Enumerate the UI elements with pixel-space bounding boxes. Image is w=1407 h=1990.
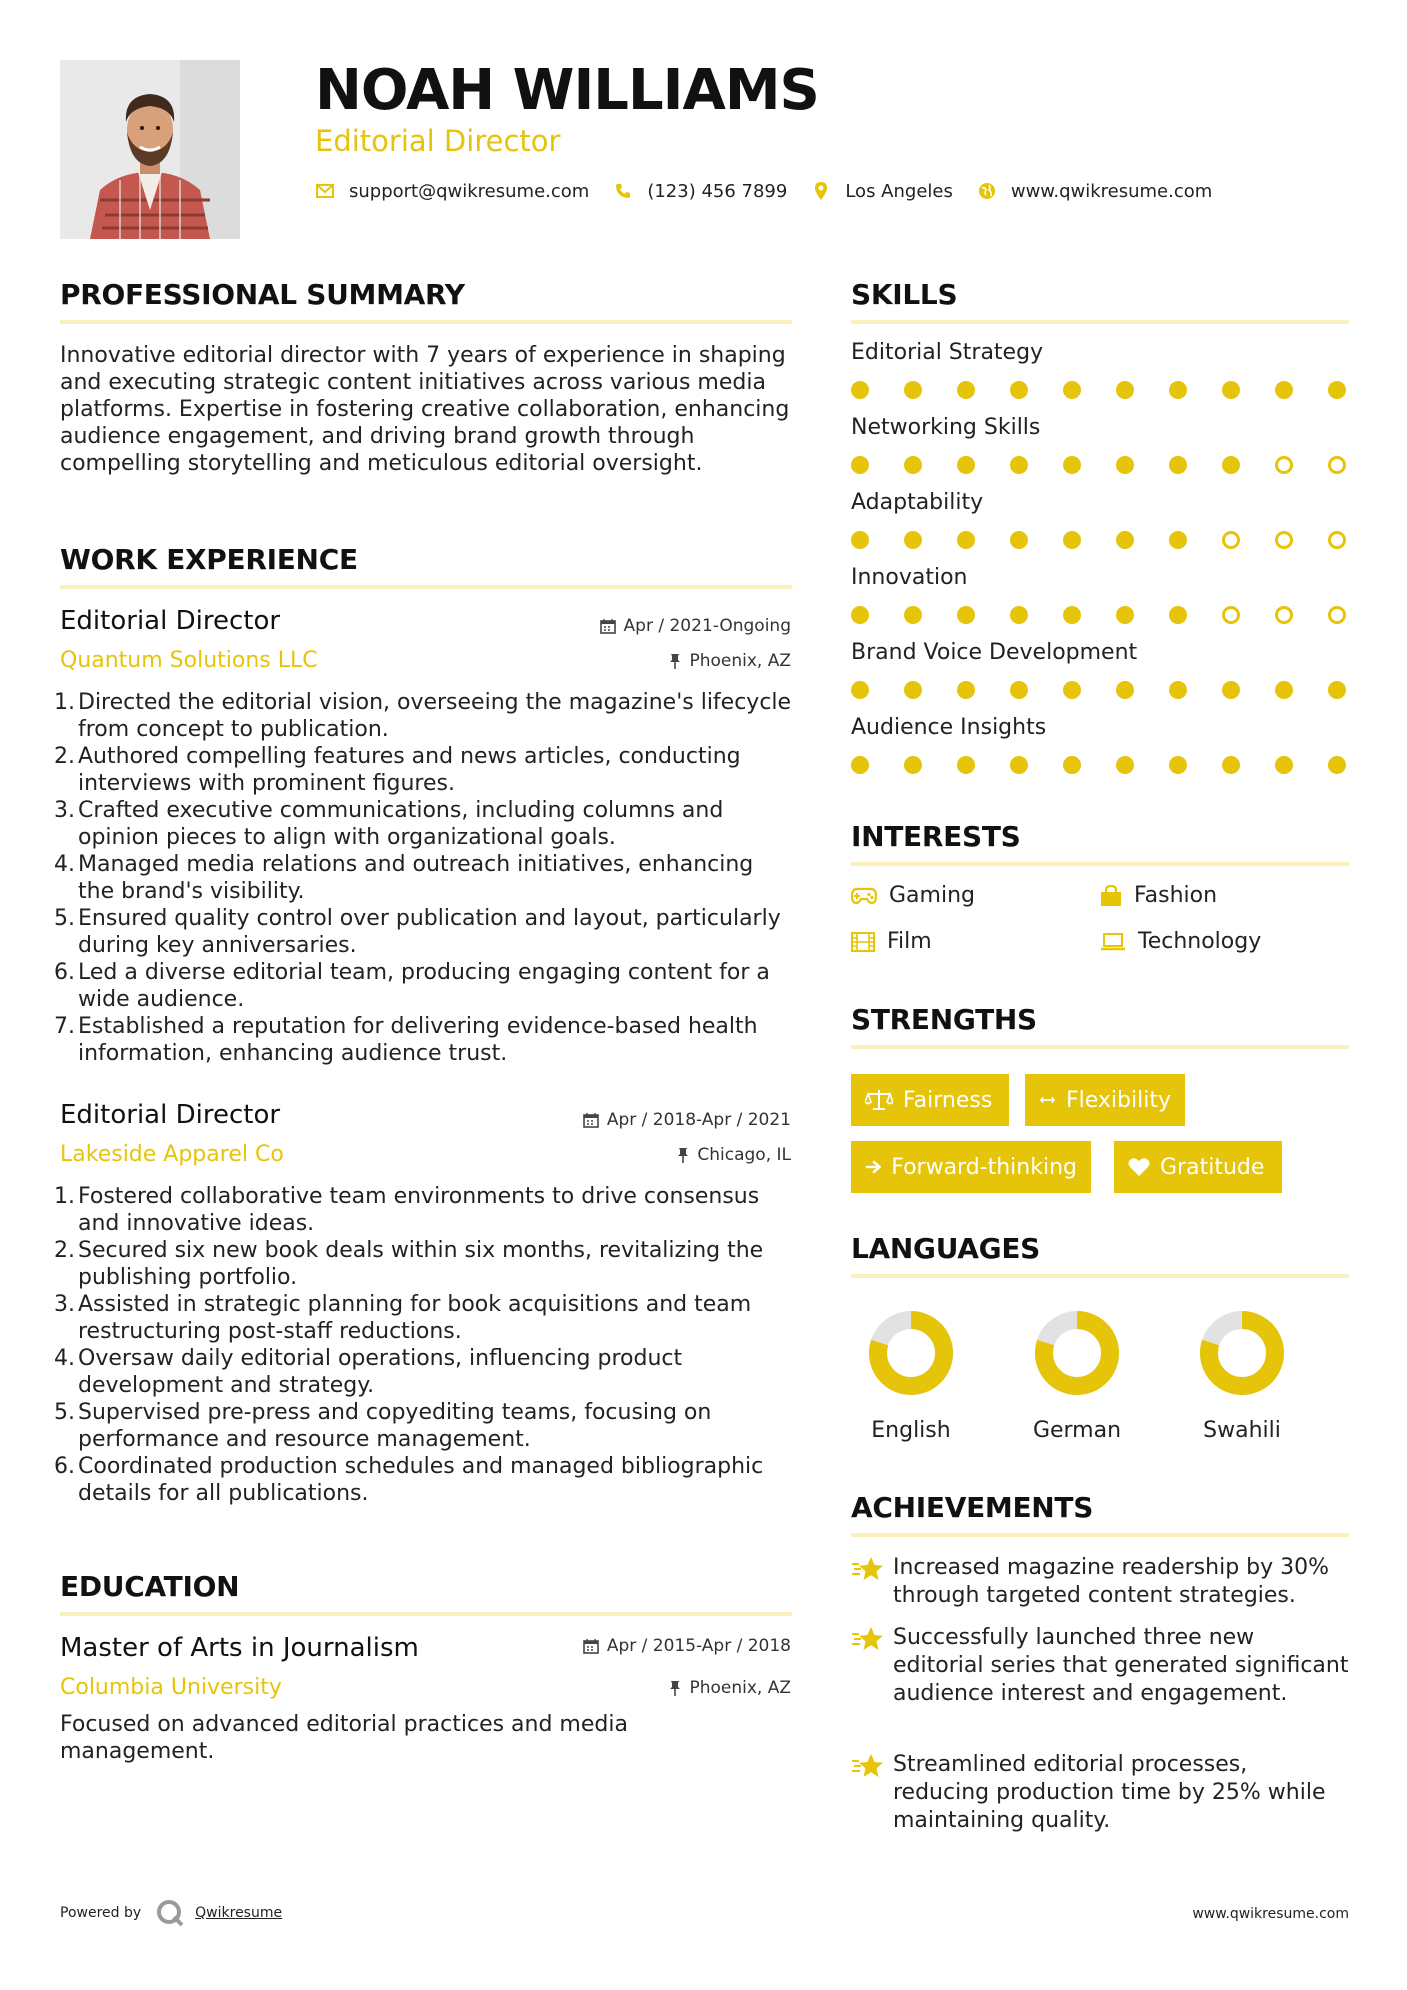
job-duties-list xyxy=(54,1183,795,1507)
achievement-item xyxy=(851,1751,1349,1835)
rating-dot-filled xyxy=(904,531,922,549)
list-item: 1. Directed the editorial vision, overseeing the magazine's lifecycle from concept to publication. xyxy=(54,690,792,742)
website-text: www.qwikresume.com xyxy=(1010,180,1213,202)
education-location xyxy=(669,1678,791,1698)
rating-dot-filled xyxy=(1222,456,1240,474)
skill-rating xyxy=(851,605,1349,625)
qwikresume-logo-icon xyxy=(155,1898,185,1928)
rating-dot-filled xyxy=(1275,756,1293,774)
rating-dot-filled xyxy=(957,756,975,774)
achievement-text: Streamlined editorial processes, reducing production time by 25% while maintaining quality. xyxy=(893,1752,1326,1833)
job-location-text: Chicago, IL xyxy=(697,1145,791,1165)
strength-label: Flexibility xyxy=(1066,1087,1171,1113)
rating-dot-filled xyxy=(1116,456,1134,474)
skill-name: Networking Skills xyxy=(851,415,1041,440)
rating-dot-filled xyxy=(1010,606,1028,624)
language-name: English xyxy=(871,1418,951,1443)
strength-tag xyxy=(1025,1074,1185,1126)
job-company: Lakeside Apparel Co xyxy=(60,1142,284,1167)
education-divider xyxy=(60,1612,792,1616)
job-dates-text: Apr / 2021-Ongoing xyxy=(623,616,791,636)
rating-dot-empty xyxy=(1275,606,1293,624)
job-location xyxy=(677,1145,791,1165)
calendar-icon xyxy=(600,618,616,634)
rating-dot-filled xyxy=(1169,681,1187,699)
strength-tag xyxy=(1114,1141,1282,1193)
rating-dot-filled xyxy=(1116,381,1134,399)
interest-item xyxy=(1100,929,1261,954)
rating-dot-empty xyxy=(1275,456,1293,474)
laptop-icon xyxy=(1100,933,1126,951)
footer-url[interactable]: www.qwikresume.com xyxy=(1192,1906,1349,1922)
job-duties-list xyxy=(54,689,795,1067)
education-dates xyxy=(583,1636,791,1656)
language-item xyxy=(1017,1310,1137,1443)
rating-dot-filled xyxy=(957,606,975,624)
summary-heading: PROFESSIONAL SUMMARY xyxy=(60,278,465,311)
rating-dot-filled xyxy=(904,606,922,624)
rating-dot-empty xyxy=(1222,531,1240,549)
school-name: Columbia University xyxy=(60,1675,282,1700)
rating-dot-filled xyxy=(1328,681,1346,699)
rating-dot-filled xyxy=(851,381,869,399)
education-location-text: Phoenix, AZ xyxy=(689,1678,791,1698)
list-item: 1. Fostered collaborative team environments to drive consensus and innovative ideas. xyxy=(54,1184,760,1236)
job-dates-text: Apr / 2018-Apr / 2021 xyxy=(606,1110,791,1130)
interest-label: Fashion xyxy=(1134,883,1218,908)
person-photo-illustration xyxy=(60,60,240,239)
candidate-title: Editorial Director xyxy=(315,124,561,158)
strength-tag xyxy=(851,1074,1009,1126)
language-donut xyxy=(1199,1310,1285,1396)
list-item: 3. Assisted in strategic planning for book acquisitions and team restructuring post-staff reductions. xyxy=(54,1292,752,1344)
education-dates-text: Apr / 2015-Apr / 2018 xyxy=(606,1636,791,1656)
powered-by-text: Powered by xyxy=(60,1905,142,1921)
job-company: Quantum Solutions LLC xyxy=(60,648,318,673)
star-icon xyxy=(851,1554,893,1610)
profile-photo xyxy=(60,60,240,239)
list-item: 6. Led a diverse editorial team, producing engaging content for a wide audience. xyxy=(54,960,770,1012)
list-item: 2. Secured six new book deals within six months, revitalizing the publishing portfolio. xyxy=(54,1238,764,1290)
language-name: German xyxy=(1032,1418,1122,1443)
pushpin-icon xyxy=(669,1680,681,1696)
contact-email[interactable] xyxy=(315,181,589,202)
rating-dot-filled xyxy=(1063,381,1081,399)
skill-name: Editorial Strategy xyxy=(851,340,1044,365)
summary-divider xyxy=(60,320,792,324)
globe-icon xyxy=(977,181,997,201)
pushpin-icon xyxy=(669,653,681,669)
rating-dot-filled xyxy=(1063,681,1081,699)
rating-dot-filled xyxy=(1222,381,1240,399)
language-name: Swahili xyxy=(1203,1418,1281,1443)
skills-heading: SKILLS xyxy=(851,278,958,311)
job-title: Editorial Director xyxy=(60,1100,281,1130)
rating-dot-filled xyxy=(1063,756,1081,774)
rating-dot-filled xyxy=(1010,531,1028,549)
rating-dot-filled xyxy=(1010,681,1028,699)
language-donut xyxy=(868,1310,954,1396)
rating-dot-filled xyxy=(1169,456,1187,474)
achievements-heading: ACHIEVEMENTS xyxy=(851,1491,1094,1524)
contact-bar xyxy=(315,178,1236,204)
rating-dot-filled xyxy=(1116,681,1134,699)
brand-link[interactable]: Qwikresume xyxy=(195,1905,283,1921)
language-item xyxy=(851,1310,971,1443)
rating-dot-filled xyxy=(1010,456,1028,474)
rating-dot-filled xyxy=(1063,456,1081,474)
candidate-name: NOAH WILLIAMS xyxy=(315,58,819,123)
rating-dot-filled xyxy=(1275,681,1293,699)
achievements-divider xyxy=(851,1533,1349,1537)
interest-item xyxy=(851,883,975,908)
interest-label: Film xyxy=(887,929,932,954)
skill-rating xyxy=(851,755,1349,775)
interests-heading: INTERESTS xyxy=(851,820,1021,853)
rating-dot-empty xyxy=(1275,531,1293,549)
strengths-divider xyxy=(851,1045,1349,1049)
experience-heading: WORK EXPERIENCE xyxy=(60,543,358,576)
interest-item xyxy=(851,929,932,954)
skill-rating xyxy=(851,530,1349,550)
rating-dot-filled xyxy=(1010,756,1028,774)
skill-name: Brand Voice Development xyxy=(851,640,1138,665)
rating-dot-filled xyxy=(904,381,922,399)
strength-tag xyxy=(851,1141,1091,1193)
calendar-icon xyxy=(583,1112,599,1128)
rating-dot-filled xyxy=(1169,756,1187,774)
skill-rating xyxy=(851,680,1349,700)
rating-dot-filled xyxy=(1328,756,1346,774)
achievement-text: Increased magazine readership by 30% through targeted content strategies. xyxy=(893,1555,1330,1608)
arrow-right-icon xyxy=(865,1158,881,1176)
rating-dot-empty xyxy=(1328,456,1346,474)
achievement-item xyxy=(851,1554,1349,1610)
rating-dot-filled xyxy=(1222,681,1240,699)
rating-dot-filled xyxy=(851,531,869,549)
rating-dot-filled xyxy=(851,606,869,624)
list-item: 7. Established a reputation for delivering evidence-based health information, enhancing audience trust. xyxy=(54,1014,758,1066)
gamepad-icon xyxy=(851,887,877,905)
calendar-icon xyxy=(583,1638,599,1654)
rating-dot-filled xyxy=(904,756,922,774)
rating-dot-filled xyxy=(1169,606,1187,624)
languages-heading: LANGUAGES xyxy=(851,1232,1041,1265)
rating-dot-filled xyxy=(957,531,975,549)
rating-dot-filled xyxy=(904,681,922,699)
list-item: 5. Supervised pre-press and copyediting teams, focusing on performance and resource management. xyxy=(54,1400,712,1452)
language-donut xyxy=(1034,1310,1120,1396)
envelope-icon xyxy=(315,181,335,201)
interests-divider xyxy=(851,862,1349,866)
job-location-text: Phoenix, AZ xyxy=(689,651,791,671)
skill-rating xyxy=(851,455,1349,475)
rating-dot-filled xyxy=(851,681,869,699)
interest-label: Technology xyxy=(1138,929,1262,954)
star-icon xyxy=(851,1624,893,1708)
interest-item xyxy=(1100,883,1217,908)
map-marker-icon xyxy=(811,181,831,201)
rating-dot-empty xyxy=(1328,531,1346,549)
strength-label: Forward-thinking xyxy=(891,1154,1077,1180)
job-dates xyxy=(583,1110,791,1130)
rating-dot-empty xyxy=(1328,606,1346,624)
list-item: 2. Authored compelling features and news articles, conducting interviews with prominent figures. xyxy=(54,744,741,796)
education-heading: EDUCATION xyxy=(60,1570,240,1603)
list-item: 3. Crafted executive communications, including columns and opinion pieces to align with organizational goals. xyxy=(54,798,724,850)
list-item: 4. Oversaw daily editorial operations, influencing product development and strategy. xyxy=(54,1346,683,1398)
job-location xyxy=(669,651,791,671)
rating-dot-filled xyxy=(851,756,869,774)
film-icon xyxy=(851,932,875,952)
rating-dot-filled xyxy=(1275,381,1293,399)
skill-rating xyxy=(851,380,1349,400)
skill-name: Adaptability xyxy=(851,490,984,515)
pushpin-icon xyxy=(677,1147,689,1163)
star-icon xyxy=(851,1751,893,1835)
rating-dot-filled xyxy=(1116,606,1134,624)
rating-dot-filled xyxy=(957,381,975,399)
rating-dot-filled xyxy=(1010,381,1028,399)
degree-title: Master of Arts in Journalism xyxy=(60,1633,419,1663)
phone-text: (123) 456 7899 xyxy=(647,180,788,202)
achievement-item xyxy=(851,1624,1349,1708)
email-text: support@qwikresume.com xyxy=(349,180,590,202)
arrows-horizontal-icon xyxy=(1039,1093,1056,1107)
location-text: Los Angeles xyxy=(845,180,953,202)
job-title: Editorial Director xyxy=(60,606,281,636)
list-item: 4. Managed media relations and outreach initiatives, enhancing the brand's visibility. xyxy=(54,852,754,904)
rating-dot-filled xyxy=(1063,531,1081,549)
list-item: 5. Ensured quality control over publication and layout, particularly during key anniversaries. xyxy=(54,906,781,958)
rating-dot-filled xyxy=(1169,531,1187,549)
contact-location xyxy=(811,181,953,202)
strength-label: Fairness xyxy=(903,1087,993,1113)
skill-name: Innovation xyxy=(851,565,968,590)
rating-dot-empty xyxy=(1222,606,1240,624)
summary-text: Innovative editorial director with 7 years of experience in shaping and executing strategic content initiatives across various media platforms. Expertise in fostering creative collaboration, enhancing audience engagement, and driving brand growth through compelling storytelling and meticulous editorial oversight. xyxy=(60,343,790,476)
strengths-heading: STRENGTHS xyxy=(851,1003,1037,1036)
rating-dot-filled xyxy=(851,456,869,474)
education-description: Focused on advanced editorial practices and media management. xyxy=(60,1712,628,1764)
languages-divider xyxy=(851,1274,1349,1278)
rating-dot-filled xyxy=(957,681,975,699)
rating-dot-filled xyxy=(1328,381,1346,399)
contact-website[interactable] xyxy=(977,181,1212,202)
skills-divider xyxy=(851,320,1349,324)
rating-dot-filled xyxy=(1063,606,1081,624)
shopping-bag-icon xyxy=(1100,885,1122,907)
footer-powered-by xyxy=(60,1898,282,1928)
rating-dot-filled xyxy=(957,456,975,474)
list-item: 6. Coordinated production schedules and managed bibliographic details for all publications. xyxy=(54,1454,764,1506)
rating-dot-filled xyxy=(1222,756,1240,774)
strength-label: Gratitude xyxy=(1160,1154,1265,1180)
rating-dot-filled xyxy=(904,456,922,474)
rating-dot-filled xyxy=(1169,381,1187,399)
interest-label: Gaming xyxy=(889,883,975,908)
balance-scale-icon xyxy=(865,1089,893,1111)
phone-icon xyxy=(613,181,633,201)
skill-name: Audience Insights xyxy=(851,715,1047,740)
rating-dot-filled xyxy=(1116,756,1134,774)
contact-phone[interactable] xyxy=(613,181,787,202)
language-item xyxy=(1182,1310,1302,1443)
job-dates xyxy=(600,616,791,636)
rating-dot-filled xyxy=(1116,531,1134,549)
heart-icon xyxy=(1128,1157,1150,1177)
experience-divider xyxy=(60,585,792,589)
achievement-text: Successfully launched three new editorial series that generated significant audience interest and engagement. xyxy=(893,1625,1349,1706)
